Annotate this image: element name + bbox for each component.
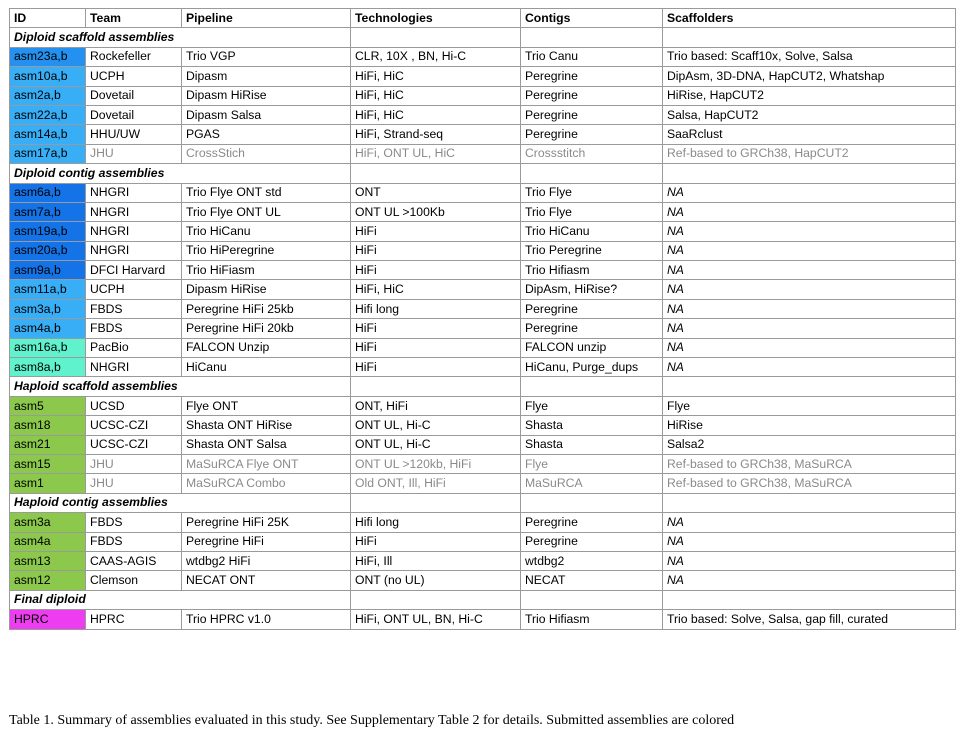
row-team-cell: NHGRI	[86, 222, 182, 241]
row-team-cell: UCPH	[86, 280, 182, 299]
section-empty-cell	[521, 493, 663, 512]
row-contigs-cell: Peregrine	[521, 532, 663, 551]
row-technologies-cell: ONT (no UL)	[351, 571, 521, 590]
section-empty-cell	[351, 28, 521, 47]
row-contigs-cell: Peregrine	[521, 125, 663, 144]
table-row	[10, 319, 956, 338]
row-scaffolders-cell: NA	[663, 261, 956, 280]
row-technologies-cell: HiFi, HiC	[351, 67, 521, 86]
row-technologies-cell: ONT UL, Hi-C	[351, 435, 521, 454]
section-empty-cell	[521, 377, 663, 396]
row-technologies-cell: Hifi long	[351, 513, 521, 532]
row-technologies-cell: HiFi	[351, 532, 521, 551]
table-row	[10, 222, 956, 241]
row-team-cell: UCSC-CZI	[86, 416, 182, 435]
row-contigs-cell: Trio Hifiasm	[521, 261, 663, 280]
table-row	[10, 610, 956, 629]
row-contigs-cell: Trio Flye	[521, 183, 663, 202]
row-pipeline-cell: Dipasm HiRise	[182, 86, 351, 105]
row-pipeline-cell: Trio HiPeregrine	[182, 241, 351, 260]
row-team-cell: DFCI Harvard	[86, 261, 182, 280]
row-contigs-cell: Shasta	[521, 416, 663, 435]
row-team-cell: NHGRI	[86, 241, 182, 260]
row-scaffolders-cell: SaaRclust	[663, 125, 956, 144]
row-team-cell: NHGRI	[86, 202, 182, 221]
row-team-cell: JHU	[86, 144, 182, 163]
section-header-row	[10, 377, 956, 396]
row-team-cell: FBDS	[86, 299, 182, 318]
row-contigs-cell: Trio Flye	[521, 202, 663, 221]
row-scaffolders-cell: NA	[663, 551, 956, 570]
table-row	[10, 183, 956, 202]
table-body	[10, 28, 956, 629]
row-scaffolders-cell: NA	[663, 299, 956, 318]
row-technologies-cell: HiFi, HiC	[351, 280, 521, 299]
table-row	[10, 532, 956, 551]
row-technologies-cell: ONT	[351, 183, 521, 202]
row-pipeline-cell: Shasta ONT Salsa	[182, 435, 351, 454]
row-contigs-cell: Trio Hifiasm	[521, 610, 663, 629]
row-pipeline-cell: Peregrine HiFi 20kb	[182, 319, 351, 338]
section-title: Diploid scaffold assemblies	[10, 28, 182, 47]
row-id-cell: asm2a,b	[10, 86, 86, 105]
row-team-cell: HHU/UW	[86, 125, 182, 144]
section-title: Haploid scaffold assemblies	[10, 377, 182, 396]
row-team-cell: NHGRI	[86, 183, 182, 202]
row-technologies-cell: HiFi, Ill	[351, 551, 521, 570]
row-technologies-cell: Hifi long	[351, 299, 521, 318]
row-scaffolders-cell: NA	[663, 513, 956, 532]
row-team-cell: CAAS-AGIS	[86, 551, 182, 570]
row-technologies-cell: ONT UL >100Kb	[351, 202, 521, 221]
row-pipeline-cell: NECAT ONT	[182, 571, 351, 590]
row-pipeline-cell: Trio HPRC v1.0	[182, 610, 351, 629]
row-team-cell: UCPH	[86, 67, 182, 86]
table-row	[10, 551, 956, 570]
row-technologies-cell: HiFi	[351, 319, 521, 338]
section-header-row	[10, 590, 956, 609]
row-technologies-cell: HiFi	[351, 358, 521, 377]
section-title: Haploid contig assemblies	[10, 493, 182, 512]
row-contigs-cell: Flye	[521, 454, 663, 473]
row-contigs-cell: Peregrine	[521, 319, 663, 338]
row-id-cell: asm18	[10, 416, 86, 435]
row-scaffolders-cell: NA	[663, 571, 956, 590]
row-id-cell: asm7a,b	[10, 202, 86, 221]
row-id-cell: asm11a,b	[10, 280, 86, 299]
row-id-cell: asm22a,b	[10, 105, 86, 124]
row-technologies-cell: HiFi	[351, 261, 521, 280]
row-team-cell: UCSC-CZI	[86, 435, 182, 454]
table-row	[10, 435, 956, 454]
row-id-cell: asm19a,b	[10, 222, 86, 241]
row-id-cell: HPRC	[10, 610, 86, 629]
row-id-cell: asm12	[10, 571, 86, 590]
header-technologies: Technologies	[351, 9, 521, 28]
row-id-cell: asm14a,b	[10, 125, 86, 144]
section-empty-cell	[663, 590, 956, 609]
row-team-cell: NHGRI	[86, 358, 182, 377]
row-scaffolders-cell: Salsa2	[663, 435, 956, 454]
row-scaffolders-cell: HiRise, HapCUT2	[663, 86, 956, 105]
row-pipeline-cell: CrossStich	[182, 144, 351, 163]
section-empty-cell	[351, 164, 521, 183]
row-scaffolders-cell: Salsa, HapCUT2	[663, 105, 956, 124]
table-row	[10, 571, 956, 590]
table-row	[10, 241, 956, 260]
row-pipeline-cell: wtdbg2 HiFi	[182, 551, 351, 570]
row-team-cell: FBDS	[86, 513, 182, 532]
table-row	[10, 47, 956, 66]
table-row	[10, 86, 956, 105]
row-scaffolders-cell: NA	[663, 280, 956, 299]
row-pipeline-cell: Peregrine HiFi 25K	[182, 513, 351, 532]
table-row	[10, 67, 956, 86]
section-empty-cell	[521, 28, 663, 47]
row-id-cell: asm4a,b	[10, 319, 86, 338]
section-empty-cell	[182, 493, 351, 512]
row-scaffolders-cell: Ref-based to GRCh38, HapCUT2	[663, 144, 956, 163]
row-pipeline-cell: Trio Flye ONT std	[182, 183, 351, 202]
row-team-cell: FBDS	[86, 319, 182, 338]
row-technologies-cell: HiFi, HiC	[351, 86, 521, 105]
section-title: Diploid contig assemblies	[10, 164, 182, 183]
section-header-row	[10, 164, 956, 183]
table-row	[10, 513, 956, 532]
row-scaffolders-cell: NA	[663, 532, 956, 551]
row-contigs-cell: Trio Canu	[521, 47, 663, 66]
row-pipeline-cell: MaSuRCA Combo	[182, 474, 351, 493]
row-contigs-cell: FALCON unzip	[521, 338, 663, 357]
row-contigs-cell: Shasta	[521, 435, 663, 454]
row-scaffolders-cell: HiRise	[663, 416, 956, 435]
row-id-cell: asm4a	[10, 532, 86, 551]
section-empty-cell	[663, 28, 956, 47]
row-scaffolders-cell: Trio based: Scaff10x, Solve, Salsa	[663, 47, 956, 66]
row-pipeline-cell: Flye ONT	[182, 396, 351, 415]
row-id-cell: asm10a,b	[10, 67, 86, 86]
row-pipeline-cell: Trio VGP	[182, 47, 351, 66]
table-row	[10, 105, 956, 124]
assembly-table	[9, 8, 956, 630]
row-team-cell: JHU	[86, 454, 182, 473]
row-scaffolders-cell: NA	[663, 222, 956, 241]
table-row	[10, 144, 956, 163]
row-id-cell: asm8a,b	[10, 358, 86, 377]
section-title: Final diploid	[10, 590, 182, 609]
section-empty-cell	[663, 164, 956, 183]
section-empty-cell	[521, 164, 663, 183]
row-scaffolders-cell: NA	[663, 241, 956, 260]
row-technologies-cell: HiFi, HiC	[351, 105, 521, 124]
row-technologies-cell: HiFi	[351, 222, 521, 241]
row-pipeline-cell: Shasta ONT HiRise	[182, 416, 351, 435]
row-team-cell: UCSD	[86, 396, 182, 415]
section-empty-cell	[521, 590, 663, 609]
row-team-cell: Clemson	[86, 571, 182, 590]
row-pipeline-cell: Peregrine HiFi	[182, 532, 351, 551]
row-id-cell: asm13	[10, 551, 86, 570]
table-row	[10, 202, 956, 221]
section-empty-cell	[351, 493, 521, 512]
row-id-cell: asm5	[10, 396, 86, 415]
row-team-cell: Rockefeller	[86, 47, 182, 66]
row-pipeline-cell: PGAS	[182, 125, 351, 144]
row-technologies-cell: ONT, HiFi	[351, 396, 521, 415]
row-team-cell: Dovetail	[86, 105, 182, 124]
row-contigs-cell: Peregrine	[521, 86, 663, 105]
header-scaffolders: Scaffolders	[663, 9, 956, 28]
section-empty-cell	[182, 590, 351, 609]
table-row	[10, 416, 956, 435]
row-contigs-cell: Peregrine	[521, 105, 663, 124]
row-contigs-cell: Crossstitch	[521, 144, 663, 163]
row-contigs-cell: NECAT	[521, 571, 663, 590]
row-pipeline-cell: Trio Flye ONT UL	[182, 202, 351, 221]
table-header-row	[10, 9, 956, 28]
row-id-cell: asm16a,b	[10, 338, 86, 357]
row-contigs-cell: Flye	[521, 396, 663, 415]
section-empty-cell	[182, 164, 351, 183]
row-contigs-cell: Peregrine	[521, 67, 663, 86]
table-caption: Table 1. Summary of assemblies evaluated in this study. See Supplementary Table 2 for details. Submitted assemblies are colored	[9, 713, 735, 728]
assembly-table-container	[9, 8, 955, 630]
row-technologies-cell: CLR, 10X , BN, Hi-C	[351, 47, 521, 66]
row-id-cell: asm6a,b	[10, 183, 86, 202]
row-id-cell: asm3a	[10, 513, 86, 532]
row-technologies-cell: ONT UL >120kb, HiFi	[351, 454, 521, 473]
row-id-cell: asm21	[10, 435, 86, 454]
row-pipeline-cell: Trio HiCanu	[182, 222, 351, 241]
table-row	[10, 280, 956, 299]
row-contigs-cell: HiCanu, Purge_dups	[521, 358, 663, 377]
row-scaffolders-cell: NA	[663, 183, 956, 202]
row-team-cell: JHU	[86, 474, 182, 493]
row-pipeline-cell: FALCON Unzip	[182, 338, 351, 357]
section-header-row	[10, 28, 956, 47]
row-pipeline-cell: HiCanu	[182, 358, 351, 377]
row-contigs-cell: Peregrine	[521, 513, 663, 532]
row-team-cell: FBDS	[86, 532, 182, 551]
row-technologies-cell: HiFi	[351, 241, 521, 260]
row-technologies-cell: HiFi, ONT UL, BN, Hi-C	[351, 610, 521, 629]
row-team-cell: PacBio	[86, 338, 182, 357]
row-id-cell: asm20a,b	[10, 241, 86, 260]
header-team: Team	[86, 9, 182, 28]
section-empty-cell	[351, 590, 521, 609]
table-row	[10, 358, 956, 377]
section-header-row	[10, 493, 956, 512]
row-id-cell: asm23a,b	[10, 47, 86, 66]
row-pipeline-cell: Trio HiFiasm	[182, 261, 351, 280]
row-scaffolders-cell: Trio based: Solve, Salsa, gap fill, curated	[663, 610, 956, 629]
row-technologies-cell: HiFi, ONT UL, HiC	[351, 144, 521, 163]
row-scaffolders-cell: NA	[663, 202, 956, 221]
section-empty-cell	[351, 377, 521, 396]
row-technologies-cell: HiFi, Strand-seq	[351, 125, 521, 144]
row-scaffolders-cell: Ref-based to GRCh38, MaSuRCA	[663, 474, 956, 493]
row-contigs-cell: Trio HiCanu	[521, 222, 663, 241]
header-pipeline: Pipeline	[182, 9, 351, 28]
row-contigs-cell: Peregrine	[521, 299, 663, 318]
row-pipeline-cell: MaSuRCA Flye ONT	[182, 454, 351, 473]
row-scaffolders-cell: DipAsm, 3D-DNA, HapCUT2, Whatshap	[663, 67, 956, 86]
row-scaffolders-cell: Ref-based to GRCh38, MaSuRCA	[663, 454, 956, 473]
row-technologies-cell: HiFi	[351, 338, 521, 357]
table-row	[10, 261, 956, 280]
row-id-cell: asm9a,b	[10, 261, 86, 280]
row-id-cell: asm15	[10, 454, 86, 473]
row-contigs-cell: Trio Peregrine	[521, 241, 663, 260]
table-row	[10, 125, 956, 144]
row-scaffolders-cell: NA	[663, 319, 956, 338]
table-row	[10, 299, 956, 318]
row-contigs-cell: MaSuRCA	[521, 474, 663, 493]
header-contigs: Contigs	[521, 9, 663, 28]
row-id-cell: asm1	[10, 474, 86, 493]
section-empty-cell	[182, 377, 351, 396]
table-row	[10, 474, 956, 493]
row-scaffolders-cell: NA	[663, 358, 956, 377]
row-technologies-cell: Old ONT, Ill, HiFi	[351, 474, 521, 493]
row-id-cell: asm17a,b	[10, 144, 86, 163]
table-row	[10, 338, 956, 357]
row-pipeline-cell: Peregrine HiFi 25kb	[182, 299, 351, 318]
row-id-cell: asm3a,b	[10, 299, 86, 318]
header-id: ID	[10, 9, 86, 28]
row-contigs-cell: DipAsm, HiRise?	[521, 280, 663, 299]
row-pipeline-cell: Dipasm	[182, 67, 351, 86]
row-scaffolders-cell: Flye	[663, 396, 956, 415]
section-empty-cell	[182, 28, 351, 47]
row-pipeline-cell: Dipasm HiRise	[182, 280, 351, 299]
row-technologies-cell: ONT UL, Hi-C	[351, 416, 521, 435]
section-empty-cell	[663, 493, 956, 512]
row-team-cell: Dovetail	[86, 86, 182, 105]
row-team-cell: HPRC	[86, 610, 182, 629]
row-contigs-cell: wtdbg2	[521, 551, 663, 570]
section-empty-cell	[663, 377, 956, 396]
row-scaffolders-cell: NA	[663, 338, 956, 357]
table-row	[10, 454, 956, 473]
row-pipeline-cell: Dipasm Salsa	[182, 105, 351, 124]
table-row	[10, 396, 956, 415]
